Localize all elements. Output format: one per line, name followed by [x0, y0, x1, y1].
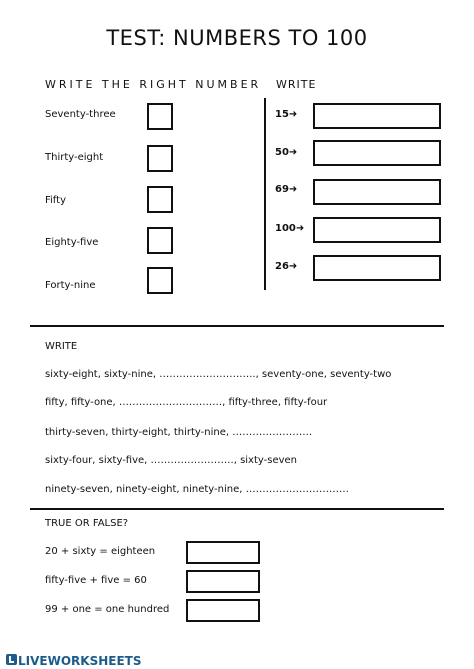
footer-brand-label: LIVEWORKSHEETS [18, 654, 142, 668]
number-item: 69➜ [275, 184, 298, 195]
number-item: 26➜ [275, 261, 298, 272]
true-false-heading: TRUE OR FALSE? [45, 518, 129, 529]
page-title: TEST: NUMBERS TO 100 [106, 26, 368, 50]
footer [0, 653, 474, 669]
answer-field[interactable] [313, 255, 441, 281]
answer-field[interactable] [313, 140, 441, 166]
answer-box[interactable] [147, 145, 173, 172]
statement: 99 + one = one hundred [45, 604, 170, 615]
number-item: 100➜ [275, 223, 305, 234]
true-false-answer[interactable] [186, 570, 260, 593]
footer-brand[interactable] [6, 654, 141, 668]
answer-box[interactable] [147, 103, 173, 130]
answer-box[interactable] [147, 186, 173, 213]
true-false-answer[interactable] [186, 541, 260, 564]
number-item: 15➜ [275, 109, 298, 120]
write-heading: WRITE [276, 78, 317, 91]
sequence-line[interactable]: sixty-four, sixty-five, ……………………., sixty-seven [45, 455, 298, 466]
section-divider [30, 325, 444, 327]
write-right-number-heading: WRITE THE RIGHT NUMBER [45, 78, 262, 91]
answer-box[interactable] [147, 227, 173, 254]
word-item: Fifty [45, 195, 66, 206]
answer-field[interactable] [313, 103, 441, 129]
word-item: Eighty-five [45, 237, 99, 248]
word-item: Seventy-three [45, 109, 116, 120]
sequence-line[interactable]: fifty, fifty-one, …………………………., fifty-three, fifty-four [45, 397, 328, 408]
answer-field[interactable] [313, 179, 441, 205]
statement: 20 + sixty = eighteen [45, 546, 156, 557]
section-divider [30, 508, 444, 510]
column-divider [264, 98, 266, 290]
sequence-line[interactable]: ninety-seven, ninety-eight, ninety-nine, …………………………. [45, 484, 349, 495]
liveworksheets-logo-icon [6, 654, 17, 668]
true-false-answer[interactable] [186, 599, 260, 622]
sequence-line[interactable]: thirty-seven, thirty-eight, thirty-nine, …………………… [45, 427, 313, 438]
sequence-heading: WRITE [45, 341, 78, 352]
answer-field[interactable] [313, 217, 441, 243]
sequence-line[interactable]: sixty-eight, sixty-nine, ……………………….., seventy-one, seventy-two [45, 369, 392, 380]
word-item: Thirty-eight [45, 152, 104, 163]
answer-box[interactable] [147, 267, 173, 294]
word-item: Forty-nine [45, 280, 96, 291]
number-item: 50➜ [275, 147, 298, 158]
statement: fifty-five + five = 60 [45, 575, 147, 586]
